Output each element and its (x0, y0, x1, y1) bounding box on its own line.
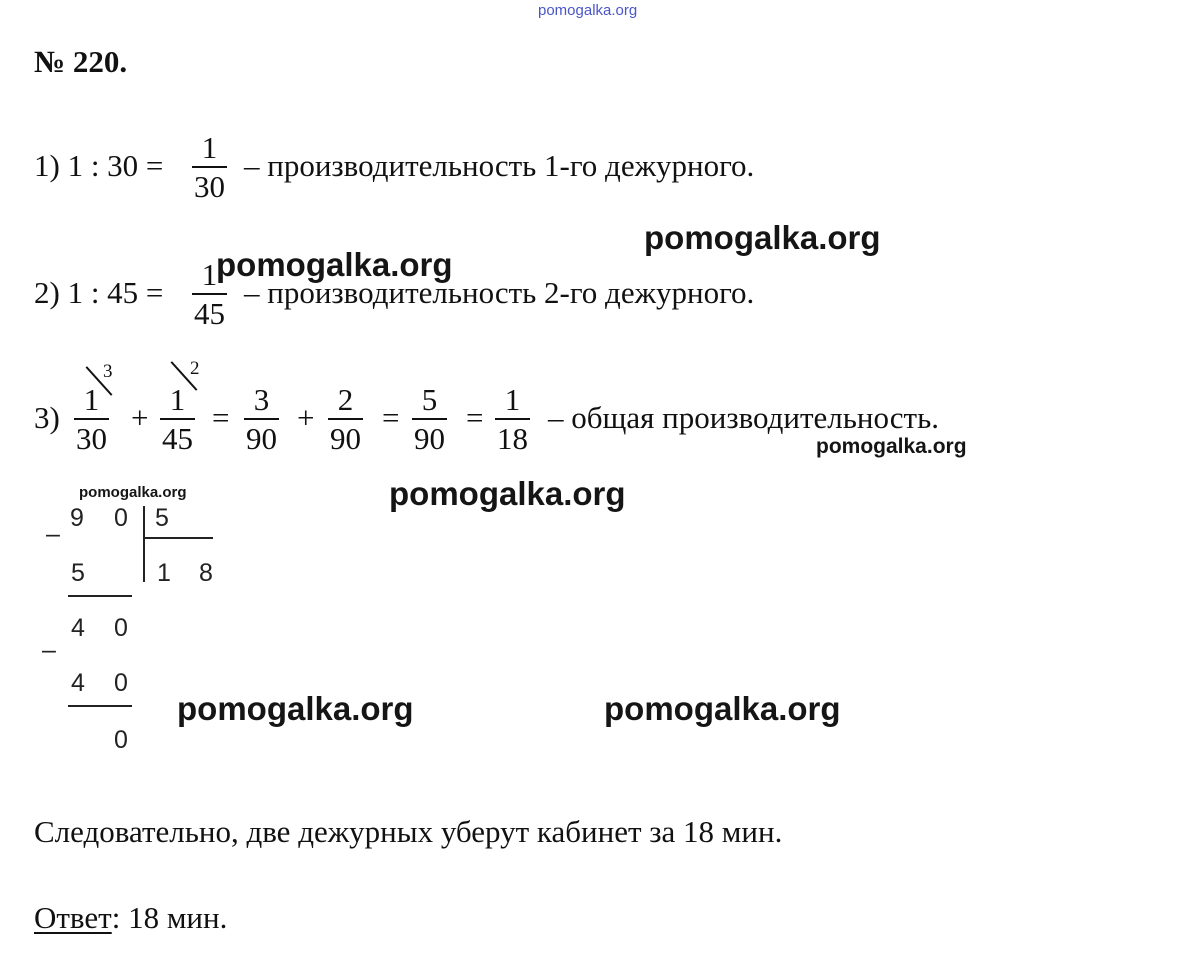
subtrahend-digit: 0 (114, 669, 128, 697)
conclusion-text: Следовательно, две дежурных уберут кабинет за 18 мин. (34, 814, 783, 849)
subtraction-line (68, 595, 132, 597)
fraction-bar (412, 418, 447, 420)
fraction-bar (495, 418, 530, 420)
minus-sign: – (42, 636, 56, 664)
step-3-text: – общая производительность. (548, 400, 939, 435)
equals-sign: = (382, 400, 400, 435)
watermark: pomogalka.org (216, 246, 453, 283)
dividend-digit: 9 (70, 504, 84, 532)
fraction-bar (328, 418, 363, 420)
subtrahend-1: 5 (71, 559, 85, 587)
division-bracket-vertical (143, 506, 145, 582)
answer-value: : 18 мин. (111, 900, 228, 935)
fraction-numerator: 5 (421, 382, 438, 417)
watermark: pomogalka.org (816, 435, 967, 458)
division-bracket-horizontal (143, 537, 213, 539)
fraction-bar (74, 418, 109, 420)
fraction-denominator: 18 (497, 421, 528, 456)
fraction-denominator: 30 (194, 169, 225, 204)
step-2-text: – производительность 2-го дежурного. (244, 275, 755, 310)
remainder-digit: 4 (71, 614, 85, 642)
step-1-fraction (192, 132, 227, 202)
watermark: pomogalka.org (79, 484, 187, 501)
plus-sign: + (131, 400, 149, 435)
fraction-bar (244, 418, 279, 420)
watermark: pomogalka.org (389, 475, 626, 512)
step-3-fraction-6 (495, 384, 530, 454)
watermark: pomogalka.org (177, 690, 414, 727)
answer-label: Ответ (34, 900, 112, 935)
problem-title: № 220. (34, 44, 128, 79)
step-1-prefix: 1) 1 : 30 = (34, 148, 164, 183)
minus-sign: – (46, 520, 60, 548)
step-1-text: – производительность 1-го дежурного. (244, 148, 755, 183)
equals-sign: = (466, 400, 484, 435)
subtrahend-digit: 4 (71, 669, 85, 697)
step-3-fraction-5 (412, 384, 447, 454)
step-3-fraction-2 (160, 384, 195, 454)
step-2-prefix: 2) 1 : 45 = (34, 275, 164, 310)
dividend-digit: 0 (114, 504, 128, 532)
plus-sign: + (297, 400, 315, 435)
watermark-top: pomogalka.org (538, 2, 638, 19)
fraction-denominator: 30 (76, 421, 107, 456)
step-3-prefix: 3) (34, 400, 60, 435)
fraction-numerator: 1 (201, 257, 218, 292)
cancel-factor-1: 3 (103, 361, 113, 382)
fraction-bar (160, 418, 195, 420)
step-3-fraction-1 (74, 384, 109, 454)
answer (34, 902, 227, 933)
fraction-bar (192, 166, 227, 168)
fraction-numerator: 1 (504, 382, 521, 417)
fraction-bar (192, 293, 227, 295)
final-remainder: 0 (114, 726, 128, 754)
step-3-fraction-4 (328, 384, 363, 454)
quotient-digit: 8 (199, 559, 213, 587)
fraction-numerator: 1 (201, 130, 218, 165)
remainder-digit: 0 (114, 614, 128, 642)
subtraction-line (68, 705, 132, 707)
fraction-numerator: 1 (83, 382, 100, 417)
fraction-denominator: 45 (162, 421, 193, 456)
fraction-denominator: 90 (330, 421, 361, 456)
fraction-numerator: 1 (169, 382, 186, 417)
cancel-factor-2: 2 (190, 358, 200, 379)
equals-sign: = (212, 400, 230, 435)
watermark: pomogalka.org (644, 219, 881, 256)
quotient-digit: 1 (157, 559, 171, 587)
divisor: 5 (155, 504, 169, 532)
fraction-denominator: 45 (194, 296, 225, 331)
fraction-numerator: 3 (253, 382, 270, 417)
fraction-numerator: 2 (337, 382, 354, 417)
step-3-fraction-3 (244, 384, 279, 454)
watermark: pomogalka.org (604, 690, 841, 727)
fraction-denominator: 90 (246, 421, 277, 456)
fraction-denominator: 90 (414, 421, 445, 456)
